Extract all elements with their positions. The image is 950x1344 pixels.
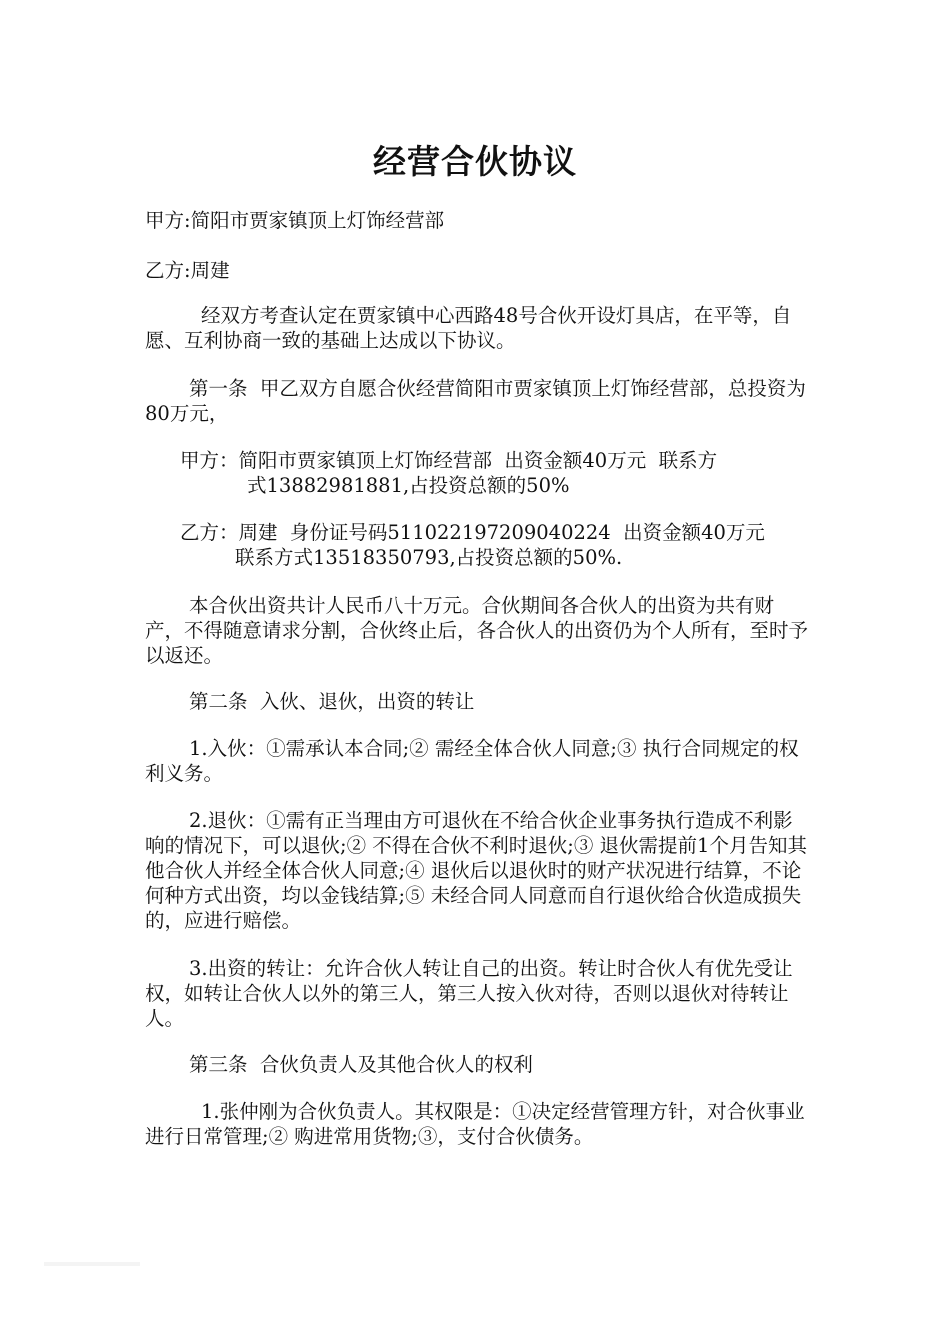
article-3-heading: 第三条 合伙负责人及其他合伙人的权利 [189,1053,533,1076]
scan-artifact [44,1262,140,1266]
party-b-line: 乙方:周建 [145,259,230,282]
document-title: 经营合伙协议 [373,142,577,181]
party-b-detail-line-1: 乙方：周建 身份证号码511022197209040224 出资金额40万元 [180,521,765,544]
join-clause: 1.入伙：①需承认本合同;② 需经全体合伙人同意;③ 执行合同规定的权利义务。 [145,737,799,785]
article-2-heading: 第二条 入伙、退伙，出资的转让 [189,690,475,713]
capital-paragraph: 本合伙出资共计人民币八十万元。合伙期间各合伙人的出资为共有财产，不得随意请求分割，合伙终止后，各合伙人的出资仍为个人所有，至时予以返还。 [145,594,809,667]
withdraw-clause: 2.退伙：①需有正当理由方可退伙在不给合伙企业事务执行造成不利影响的情况下，可以退伙;② 不得在合伙不利时退伙;③ 退伙需提前1个月告知其他合伙人并经全体合伙人同意;④ 退伙后以退伙时的财产状况进行结算，不论何种方式出资，均以金钱结算;⑤ 未经合同人同意而自行退伙给合伙造成损失的，应进行赔偿。 [145,809,807,932]
transfer-clause: 3.出资的转让：允许合伙人转让自己的出资。转让时合伙人有优先受让权，如转让合伙人以外的第三人，第三人按入伙对待，否则以退伙对待转让人。 [145,957,793,1030]
party-b-detail-line-2: 联系方式13518350793,占投资总额的50%. [235,546,623,569]
party-a-line: 甲方:简阳市贾家镇顶上灯饰经营部 [145,209,445,232]
intro-paragraph: 经双方考查认定在贾家镇中心西路48号合伙开设灯具店，在平等，自愿、互利协商一致的基础上达成以下协议。 [145,304,792,352]
manager-clause: 1.张仲刚为合伙负责人。其权限是：①决定经营管理方针，对合伙事业进行日常管理;② 购进常用货物;③，支付合伙债务。 [145,1100,805,1148]
party-a-detail-line-2: 式13882981881,占投资总额的50% [247,474,570,497]
article-1-paragraph: 第一条 甲乙双方自愿合伙经营简阳市贾家镇顶上灯饰经营部，总投资为80万元， [145,377,806,425]
party-a-detail-line-1: 甲方：简阳市贾家镇顶上灯饰经营部 出资金额40万元 联系方 [180,449,718,472]
